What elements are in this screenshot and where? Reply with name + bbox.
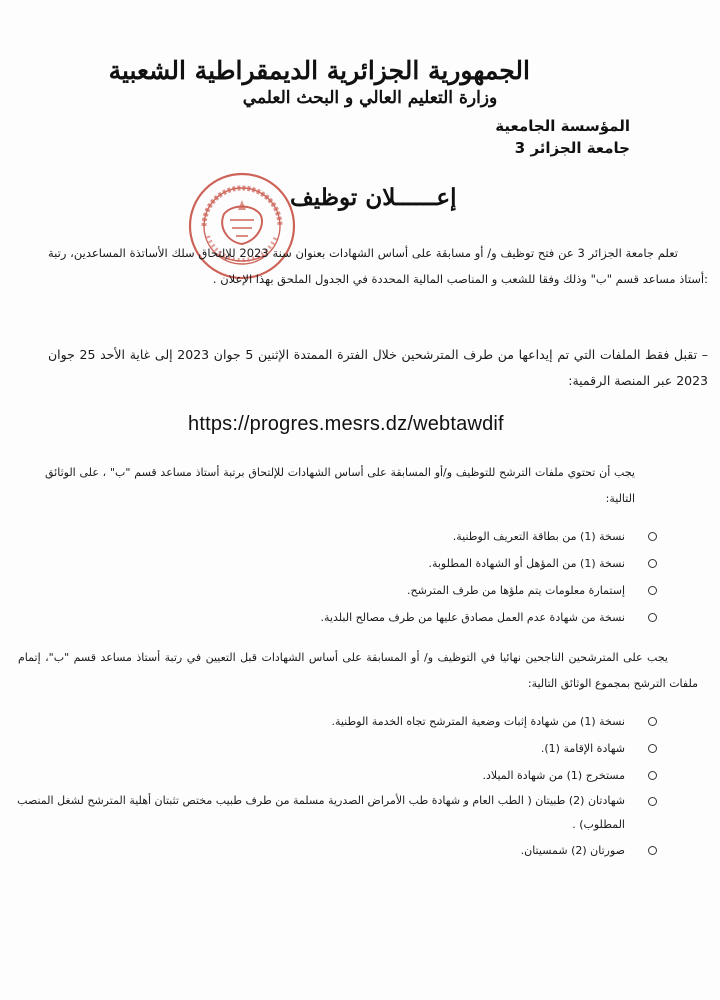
list-item — [65, 577, 625, 604]
bullet-circle-icon — [648, 771, 657, 780]
bullet-circle-icon — [648, 559, 657, 568]
list-item — [15, 762, 625, 789]
ministry-heading: وزارة التعليم العالي و البحث العلمي — [242, 88, 498, 108]
bullet-circle-icon — [648, 846, 657, 855]
bullet-circle-icon — [648, 797, 657, 806]
republic-heading: الجمهورية الجزائرية الديمقراطية الشعبية — [108, 56, 530, 85]
bullet-circle-icon — [648, 532, 657, 541]
bullet-circle-icon — [648, 717, 657, 726]
list-item-text: مستخرج (1) من شهادة الميلاد. — [482, 769, 625, 782]
final-documents-list — [15, 708, 625, 864]
required-documents-list — [65, 523, 625, 631]
institution-name: جامعة الجزائر 3 — [514, 139, 630, 157]
list-item — [15, 708, 625, 735]
announcement-title: إعــــــلان توظيف — [290, 184, 457, 211]
list-item-text: نسخة (1) من المؤهل أو الشهادة المطلوبة. — [428, 557, 625, 570]
bullet-circle-icon — [648, 586, 657, 595]
list-item-text: نسخة (1) من بطاقة التعريف الوطنية. — [452, 530, 625, 543]
list-item-text: شهادة الإقامة (1). — [540, 742, 625, 755]
list-item-text: نسخة (1) من شهادة إثبات وضعية المترشح تجاه الخدمة الوطنية. — [331, 715, 625, 728]
requirements-intro: يجب أن تحتوي ملفات الترشح للتوظيف و/أو المسابقة على أساس الشهادات للإلتحاق برتبة أستاذ مساعد قسم "ب" ، على الوثائق التالية: — [45, 466, 635, 505]
list-item-text: شهادتان (2) طبيتان ( الطب العام و شهادة طب الأمراض الصدرية مسلمة من طرف طبيب مختص تثبتان أهلية المترشح لشغل المنصب المطلوب) . — [17, 794, 625, 831]
list-item — [65, 604, 625, 631]
deadline-notice: – تقبل فقط الملفات التي تم إيداعها من طرف المترشحين خلال الفترة الممتدة الإثنين 5 جوان 2023 إلى غاية الأحد 25 جوان 2023 عبر المنصة الرقمية: — [48, 347, 709, 388]
list-item — [15, 789, 625, 837]
announcement-intro: تعلم جامعة الجزائر 3 عن فتح توظيف و/ أو مسابقة على أساس الشهادات بعنوان سنة 2023 للإلتحاق سلك الأساتذة المساعدين، رتبة :أستاذ مساعد قسم "ب" وذلك وفقا للشعب و المناصب المالية المحددة في الجدول الملحق بهذا الإعلان . — [48, 246, 708, 286]
list-item — [15, 735, 625, 762]
list-item-text: إستمارة معلومات يتم ملؤها من طرف المترشح. — [406, 584, 625, 597]
bullet-circle-icon — [648, 613, 657, 622]
list-item-text: صورتان (2) شمسيتان. — [520, 844, 625, 857]
list-item — [15, 837, 625, 864]
platform-link[interactable]: https://progres.mesrs.dz/webtawdif — [188, 413, 504, 435]
list-item — [65, 523, 625, 550]
bullet-circle-icon — [648, 744, 657, 753]
institution-label: المؤسسة الجامعية — [495, 117, 630, 135]
list-item — [65, 550, 625, 577]
list-item-text: نسخة من شهادة عدم العمل مصادق عليها من طرف مصالح البلدية. — [320, 611, 625, 624]
final-requirements-intro: يجب على المترشحين الناجحين نهائيا في التوظيف و/ أو المسابقة على أساس الشهادات قبل التعيين في رتبة أستاذ مساعد قسم "ب"، إتمام ملفات الترشح بمجموع الوثائق التالية: — [18, 651, 698, 690]
